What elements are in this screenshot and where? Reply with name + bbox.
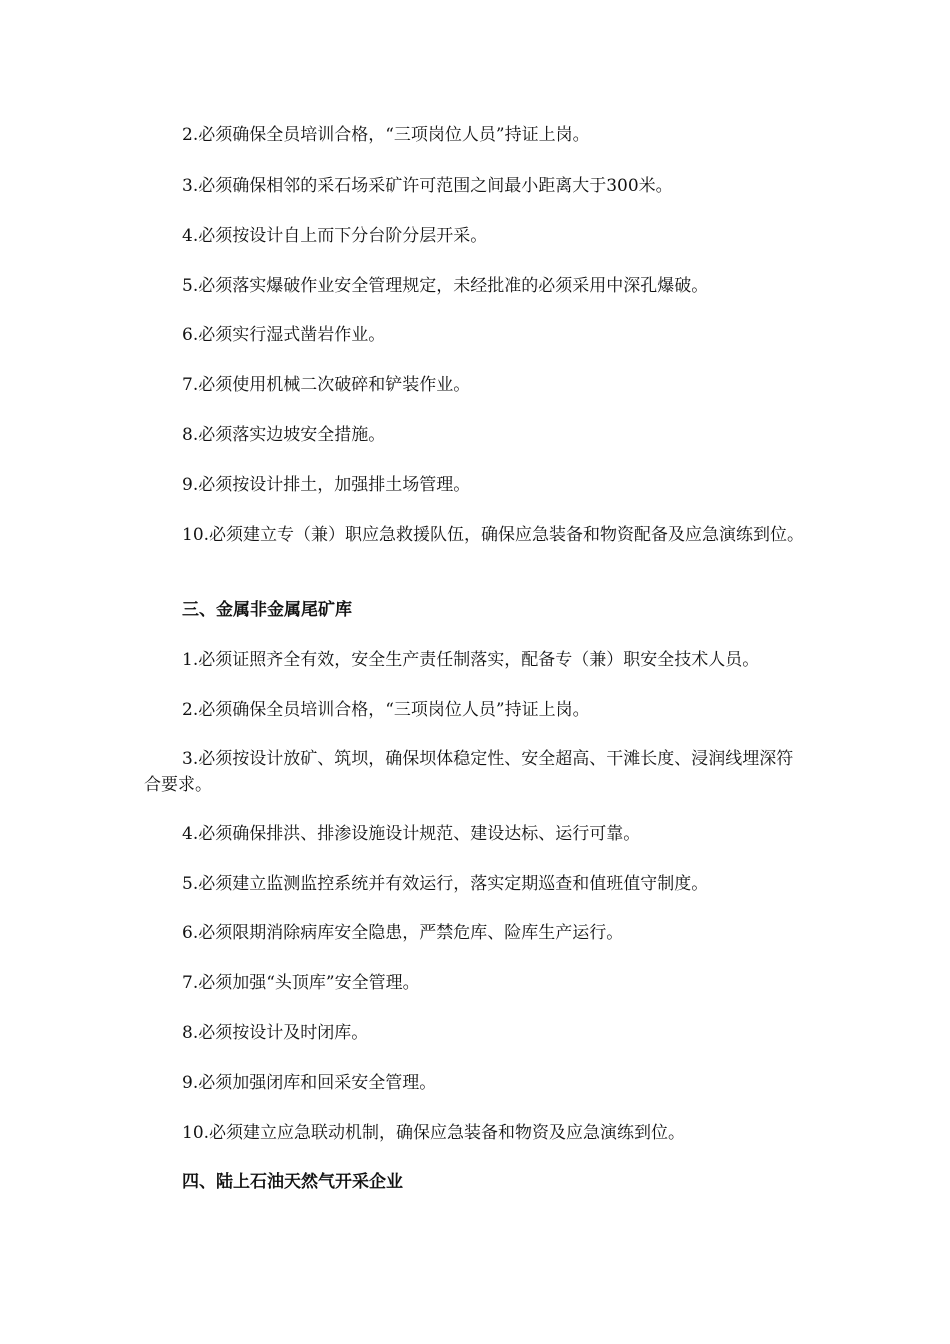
section-3-heading: 三、金属非金属尾矿库	[182, 600, 352, 620]
item-2-5: 6.必须实行湿式凿岩作业。	[182, 325, 386, 345]
item-3-9: 9.必须加强闭库和回采安全管理。	[182, 1073, 437, 1093]
item-2-9: 10.必须建立专（兼）职应急救援队伍，确保应急装备和物资配备及应急演练到位。	[182, 525, 805, 545]
item-3-4: 4.必须确保排洪、排渗设施设计规范、建设达标、运行可靠。	[182, 824, 641, 844]
item-2-8: 9.必须按设计排土，加强排土场管理。	[182, 475, 471, 495]
item-3-10: 10.必须建立应急联动机制，确保应急装备和物资及应急演练到位。	[182, 1123, 686, 1143]
section-4-heading: 四、陆上石油天然气开采企业	[182, 1172, 403, 1192]
item-2-4: 5.必须落实爆破作业安全管理规定，未经批准的必须采用中深孔爆破。	[182, 276, 709, 296]
item-3-1: 1.必须证照齐全有效，安全生产责任制落实，配备专（兼）职安全技术人员。	[182, 650, 760, 670]
item-3-7: 7.必须加强“头顶库”安全管理。	[182, 973, 420, 993]
item-2-3: 4.必须按设计自上而下分台阶分层开采。	[182, 226, 488, 246]
item-2-2: 3.必须确保相邻的采石场采矿许可范围之间最小距离大于300米。	[182, 176, 673, 196]
item-3-2: 2.必须确保全员培训合格，“三项岗位人员”持证上岗。	[182, 700, 590, 720]
item-2-6: 7.必须使用机械二次破碎和铲装作业。	[182, 375, 471, 395]
item-3-5: 5.必须建立监测监控系统并有效运行，落实定期巡查和值班值守制度。	[182, 874, 709, 894]
item-3-6: 6.必须限期消除病库安全隐患，严禁危库、险库生产运行。	[182, 923, 624, 943]
item-2-7: 8.必须落实边坡安全措施。	[182, 425, 386, 445]
item-3-3: 3.必须按设计放矿、筑坝，确保坝体稳定性、安全超高、干滩长度、浸润线埋深符合要求。	[144, 749, 794, 795]
item-3-8: 8.必须按设计及时闭库。	[182, 1023, 369, 1043]
item-2-1: 2.必须确保全员培训合格，“三项岗位人员”持证上岗。	[182, 125, 590, 145]
